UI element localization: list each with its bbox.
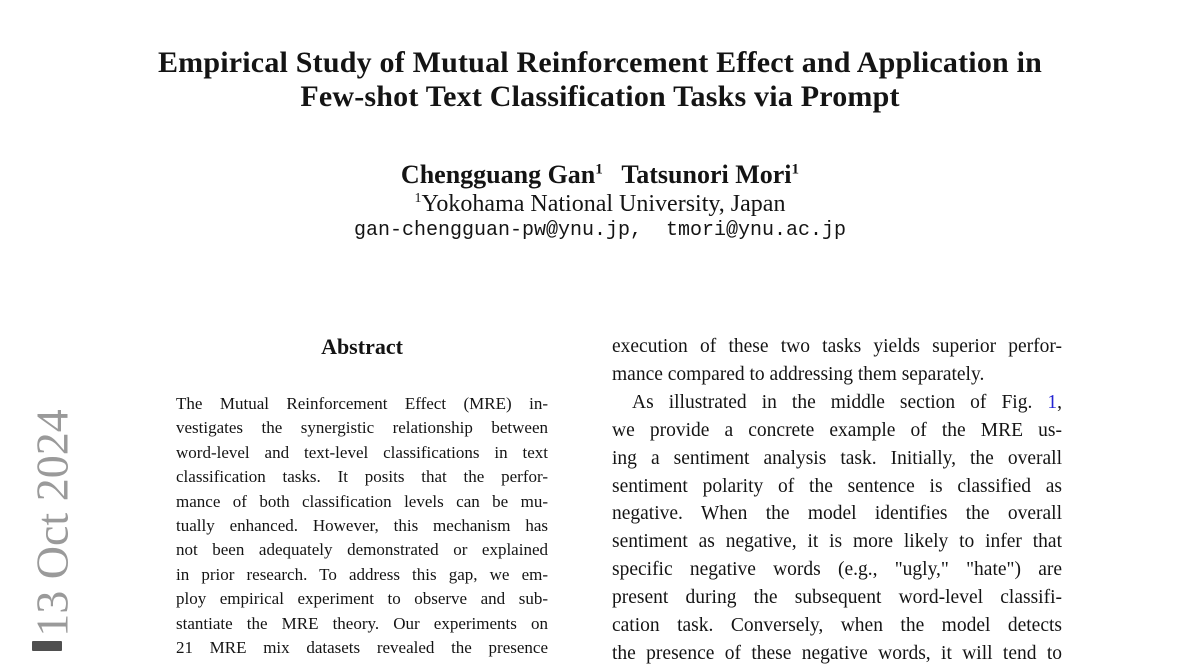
- abstract-body: [176, 392, 548, 660]
- title-line-2: Few-shot Text Classification Tasks via Prompt: [300, 80, 900, 113]
- body-text-column: [612, 333, 1062, 668]
- title-line-1: Empirical Study of Mutual Reinforcement Effect and Application in: [157, 46, 1043, 79]
- author-2-affiliation-mark: 1: [791, 161, 800, 178]
- author-2: Tatsunori Mori$^1$: [621, 160, 800, 189]
- text-line: in prior research. To address this gap, we em-: [176, 564, 548, 584]
- text-line: execution of these two tasks yields superior perfor-: [612, 336, 1062, 357]
- text-line: word-level and text-level classifications in text: [176, 442, 548, 462]
- text-line: The Mutual Reinforcement Effect (MRE) in-: [176, 394, 548, 413]
- text-line: sentiment as negative, it is more likely to infer that: [612, 531, 1062, 553]
- text-line: sentiment polarity of the sentence is classified as: [612, 475, 1062, 497]
- text-line: the presence of these negative words, it will tend to: [612, 642, 1062, 664]
- text-line: not been adequately demonstrated or explained: [176, 540, 548, 560]
- text-line: stantiate the MRE theory. Our experiments on: [176, 613, 548, 633]
- author-1: Chengguang Gan$^1$: [400, 160, 603, 189]
- text-line: mance of both classification levels can be mu-: [176, 491, 548, 511]
- figure-ref-link[interactable]: 1: [1047, 391, 1058, 413]
- text-line: mance compared to addressing them separately.: [612, 363, 985, 385]
- text-line: ploy empirical experiment to observe and sub-: [176, 589, 548, 609]
- text-line: vestigates the synergistic relationship between: [176, 418, 548, 438]
- text-line: specific negative words (e.g., "ugly," "hate") are: [612, 559, 1062, 581]
- text-line: tually enhanced. However, this mechanism has: [176, 516, 548, 536]
- text-line: classification tasks. It posits that the perfor-: [176, 467, 548, 487]
- author-emails: gan-chengguan-pw@ynu.jp, tmori@ynu.ac.jp: [353, 219, 847, 242]
- arxiv-stamp-bracket-fragment: [32, 641, 62, 651]
- text-line: we provide a concrete example of the MRE us-: [612, 419, 1062, 441]
- text-line: 21 MRE mix datasets revealed the presence: [176, 638, 548, 658]
- affiliation-text: Yokohama National University, Japan: [421, 191, 786, 217]
- text-line: As illustrated in the middle section of Fig. 1,: [632, 391, 1062, 413]
- author-line: [0, 160, 1200, 190]
- affiliation-mark: 1: [414, 191, 422, 206]
- arxiv-date-stamp: 13 Oct 2024: [26, 409, 78, 637]
- text-line: present during the subsequent word-level classifi-: [612, 587, 1062, 609]
- text-line: ing a sentiment analysis task. Initially, the overall: [612, 447, 1062, 469]
- affiliation-line: [0, 191, 1200, 218]
- page-title: [0, 46, 1200, 114]
- text-line: negative. When the model identifies the overall: [612, 503, 1062, 525]
- abstract-column: [176, 334, 548, 660]
- abstract-heading: Abstract: [321, 334, 403, 359]
- author-1-affiliation-mark: 1: [595, 161, 603, 178]
- text-line: cation task. Conversely, when the model detects: [612, 615, 1062, 637]
